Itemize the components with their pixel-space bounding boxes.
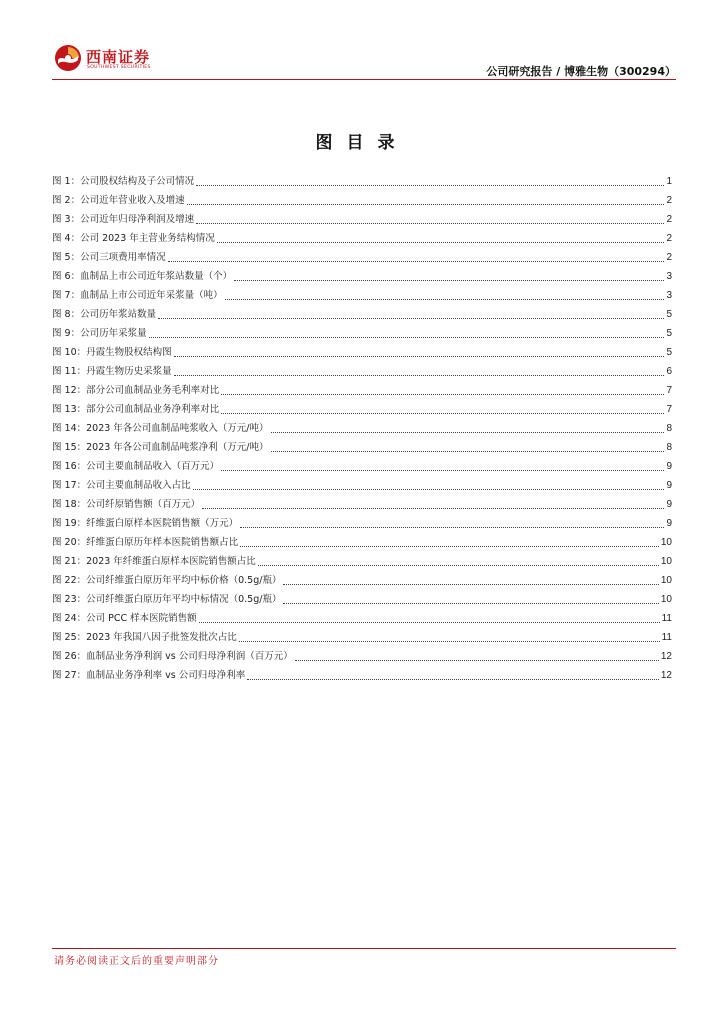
toc-entry-label[interactable]: 图 11：丹霞生物历史采浆量: [52, 366, 172, 377]
toc-entry-label[interactable]: 图 1：公司股权结构及子公司情况: [52, 176, 195, 187]
toc-entry[interactable]: [52, 302, 672, 321]
toc-entry-label[interactable]: 图 15：2023 年各公司血制品吨浆净利（万元/吨）: [52, 442, 269, 453]
toc-dot-leader: [199, 621, 660, 623]
toc-entry[interactable]: [52, 511, 672, 530]
footer-disclaimer: 请务必阅读正文后的重要声明部分: [54, 956, 219, 967]
toc-entry[interactable]: [52, 416, 672, 435]
toc-entry[interactable]: [52, 587, 672, 606]
toc-entry-label[interactable]: 图 5：公司三项费用率情况: [52, 252, 166, 263]
footer-divider: [52, 948, 676, 949]
toc-dot-leader: [271, 450, 665, 452]
toc-dot-leader: [295, 659, 659, 661]
toc-entry-label[interactable]: 图 27：血制品业务净利率 vs 公司归母净利率: [52, 670, 246, 681]
toc-dot-leader: [271, 431, 665, 433]
toc-entry-label[interactable]: 图 25：2023 年我国八因子批签发批次占比: [52, 632, 237, 643]
toc-entry-page[interactable]: 12: [660, 670, 672, 681]
toc-entry-label[interactable]: 图 24：公司 PCC 样本医院销售额: [52, 613, 197, 624]
toc-dot-leader: [196, 184, 664, 186]
toc-dot-leader: [234, 279, 664, 281]
toc-entry-label[interactable]: 图 21：2023 年纤维蛋白原样本医院销售额占比: [52, 556, 256, 567]
toc-entry[interactable]: [52, 226, 672, 245]
toc-entry[interactable]: [52, 473, 672, 492]
toc-entry-label[interactable]: 图 4：公司 2023 年主营业务结构情况: [52, 233, 215, 244]
toc-entry[interactable]: [52, 169, 672, 188]
toc-entry[interactable]: [52, 283, 672, 302]
toc-entry-page[interactable]: 5: [666, 309, 672, 320]
toc-entry-label[interactable]: 图 18：公司纤原销售额（百万元）: [52, 499, 201, 510]
page-title: 图目录: [315, 133, 409, 153]
southwest-securities-logo-icon: [54, 44, 82, 72]
toc-entry-page[interactable]: 11: [661, 613, 672, 624]
toc-entry-label[interactable]: 图 12：部分公司血制品业务毛利率对比: [52, 385, 220, 396]
toc-entry-label[interactable]: 图 20：纤维蛋白原历年样本医院销售额占比: [52, 537, 239, 548]
toc-dot-leader: [221, 412, 664, 414]
toc-dot-leader: [240, 526, 664, 528]
report-info: 公司研究报告 / 博雅生物（300294）: [486, 65, 676, 78]
toc-dot-leader: [193, 488, 665, 490]
toc-dot-leader: [202, 507, 664, 509]
toc-dot-leader: [240, 545, 659, 547]
logo-english-name: SOUTHWEST SECURITIES: [87, 65, 151, 70]
toc-entry-page[interactable]: 7: [666, 404, 672, 415]
toc-dot-leader: [239, 640, 660, 642]
toc-entry-page[interactable]: 6: [666, 366, 672, 377]
toc-entry[interactable]: [52, 207, 672, 226]
toc-entry[interactable]: [52, 435, 672, 454]
toc-entry-page[interactable]: 8: [666, 442, 672, 453]
toc-entry-page[interactable]: 11: [661, 632, 672, 643]
toc-entry-page[interactable]: 10: [660, 575, 672, 586]
toc-dot-leader: [196, 222, 664, 224]
toc-entry-label[interactable]: 图 19：纤维蛋白原样本医院销售额（万元）: [52, 518, 239, 529]
toc-entry-label[interactable]: 图 8：公司历年浆站数量: [52, 309, 157, 320]
table-of-figures: [52, 169, 672, 682]
toc-entry-page[interactable]: 10: [660, 537, 672, 548]
toc-entry-page[interactable]: 9: [666, 480, 672, 491]
toc-entry[interactable]: [52, 245, 672, 264]
toc-dot-leader: [221, 469, 664, 471]
page-header: [52, 44, 676, 84]
toc-entry-page[interactable]: 5: [666, 347, 672, 358]
toc-entry-page[interactable]: 10: [660, 556, 672, 567]
toc-dot-leader: [283, 583, 658, 585]
toc-dot-leader: [221, 393, 664, 395]
toc-entry-page[interactable]: 2: [666, 252, 672, 263]
toc-dot-leader: [174, 355, 665, 357]
toc-dot-leader: [217, 241, 665, 243]
toc-entry[interactable]: [52, 606, 672, 625]
toc-entry-page[interactable]: 3: [666, 290, 672, 301]
toc-entry-page[interactable]: 2: [666, 214, 672, 225]
toc-entry[interactable]: [52, 663, 672, 682]
toc-entry[interactable]: [52, 188, 672, 207]
toc-entry[interactable]: [52, 340, 672, 359]
toc-entry-page[interactable]: 9: [666, 461, 672, 472]
toc-entry[interactable]: [52, 359, 672, 378]
toc-entry-page[interactable]: 9: [666, 518, 672, 529]
toc-entry-page[interactable]: 12: [660, 651, 672, 662]
toc-entry[interactable]: [52, 625, 672, 644]
toc-entry[interactable]: [52, 530, 672, 549]
toc-entry[interactable]: [52, 397, 672, 416]
toc-entry-label[interactable]: 图 13：部分公司血制品业务净利率对比: [52, 404, 220, 415]
toc-entry-label[interactable]: 图 22：公司纤维蛋白原历年平均中标价格（0.5g/瓶）: [52, 575, 282, 586]
toc-entry[interactable]: [52, 644, 672, 663]
toc-entry-page[interactable]: 7: [666, 385, 672, 396]
logo-chinese-name: 西南证券: [86, 48, 151, 66]
toc-dot-leader: [247, 678, 659, 680]
toc-entry-label[interactable]: 图 14：2023 年各公司血制品吨浆收入（万元/吨）: [52, 423, 269, 434]
toc-dot-leader: [187, 203, 665, 205]
toc-entry[interactable]: [52, 568, 672, 587]
toc-entry[interactable]: [52, 454, 672, 473]
toc-entry[interactable]: [52, 321, 672, 340]
toc-entry-page[interactable]: 5: [666, 328, 672, 339]
toc-entry[interactable]: [52, 378, 672, 397]
toc-dot-leader: [174, 374, 665, 376]
toc-entry-page[interactable]: 10: [660, 594, 672, 605]
toc-entry-page[interactable]: 2: [666, 195, 672, 206]
toc-entry-label[interactable]: 图 2：公司近年营业收入及增速: [52, 195, 185, 206]
toc-entry[interactable]: [52, 549, 672, 568]
toc-entry-page[interactable]: 8: [666, 423, 672, 434]
company-logo: [52, 44, 192, 74]
toc-entry[interactable]: [52, 264, 672, 283]
toc-entry-label[interactable]: 图 26：血制品业务净利润 vs 公司归母净利润（百万元）: [52, 651, 293, 662]
toc-entry-label[interactable]: 图 6：血制品上市公司近年浆站数量（个）: [52, 271, 233, 282]
toc-entry-page[interactable]: 2: [666, 233, 672, 244]
toc-entry-page[interactable]: 1: [666, 176, 672, 187]
toc-entry-label[interactable]: 图 17：公司主要血制品收入占比: [52, 480, 191, 491]
toc-entry-label[interactable]: 图 23：公司纤维蛋白原历年平均中标情况（0.5g/瓶）: [52, 594, 282, 605]
toc-entry-label[interactable]: 图 16：公司主要血制品收入（百万元）: [52, 461, 220, 472]
toc-entry-page[interactable]: 9: [666, 499, 672, 510]
toc-dot-leader: [258, 564, 659, 566]
toc-entry-page[interactable]: 3: [666, 271, 672, 282]
toc-entry-label[interactable]: 图 9：公司历年采浆量: [52, 328, 147, 339]
toc-dot-leader: [283, 602, 658, 604]
toc-dot-leader: [168, 260, 665, 262]
toc-entry[interactable]: [52, 492, 672, 511]
header-divider: [52, 79, 676, 80]
toc-entry-label[interactable]: 图 7：血制品上市公司近年采浆量（吨）: [52, 290, 223, 301]
toc-entry-label[interactable]: 图 3：公司近年归母净利润及增速: [52, 214, 195, 225]
toc-entry-label[interactable]: 图 10：丹霞生物股权结构图: [52, 347, 172, 358]
toc-dot-leader: [149, 336, 665, 338]
toc-dot-leader: [158, 317, 664, 319]
toc-dot-leader: [225, 298, 665, 300]
